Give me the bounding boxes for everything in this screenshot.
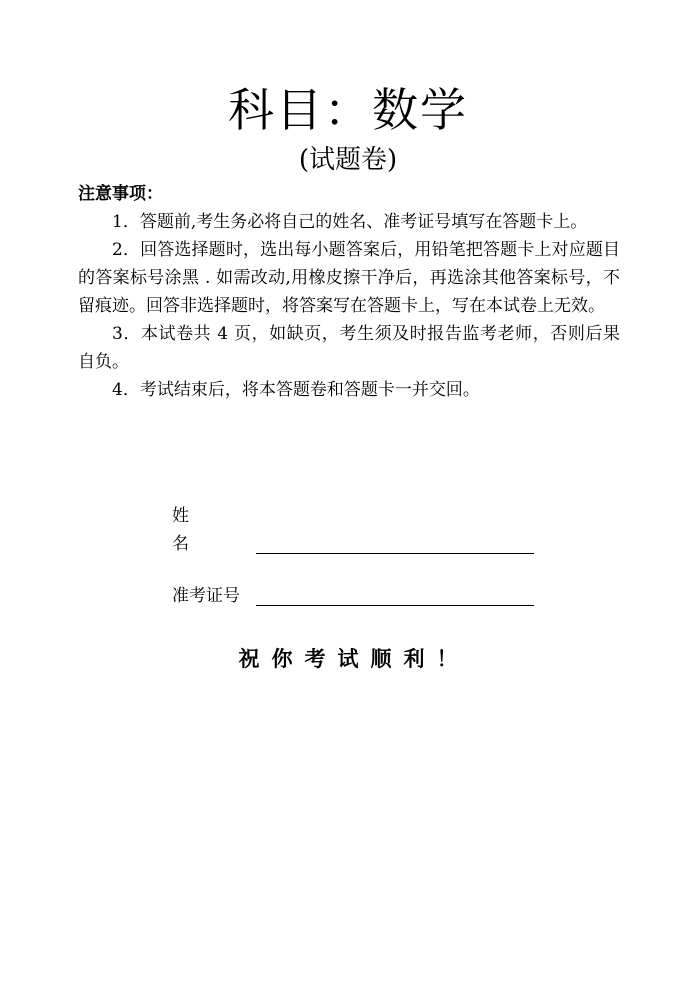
page-title: 科目：数学 — [228, 83, 468, 137]
notice-item-2: 2．回答选择题时，选出每小题答案后，用铅笔把答题卡上对应题目的答案标号涂黑 . 如需改动,用橡皮擦干净后，再选涂其他答案标号，不留痕迹。回答非选择题时，将答案写在答题卡上，写在本试卷上无效。 — [78, 240, 620, 316]
name-blank-line[interactable] — [256, 533, 534, 554]
exam-id-field — [172, 582, 534, 610]
notice-item-3: 3．本试卷共 4 页，如缺页，考生须及时报告监考老师，否则后果自负。 — [78, 324, 620, 372]
good-luck-message: 祝你考试顺利！ — [238, 647, 470, 671]
page-subtitle: (试题卷) — [298, 145, 398, 175]
notice-list — [78, 208, 620, 404]
name-label: 姓名 — [172, 506, 233, 554]
notice-item-4: 4．考试结束后，将本答题卷和答题卡一并交回。 — [112, 380, 480, 400]
name-field — [172, 506, 534, 558]
exam-id-label: 准考证号 — [172, 586, 240, 606]
notice-item-1: 1．答题前,考生务必将自己的姓名、准考证号填写在答题卡上。 — [112, 212, 588, 232]
exam-id-blank-line[interactable] — [256, 585, 534, 606]
notice-heading: 注意事项： — [78, 184, 163, 204]
